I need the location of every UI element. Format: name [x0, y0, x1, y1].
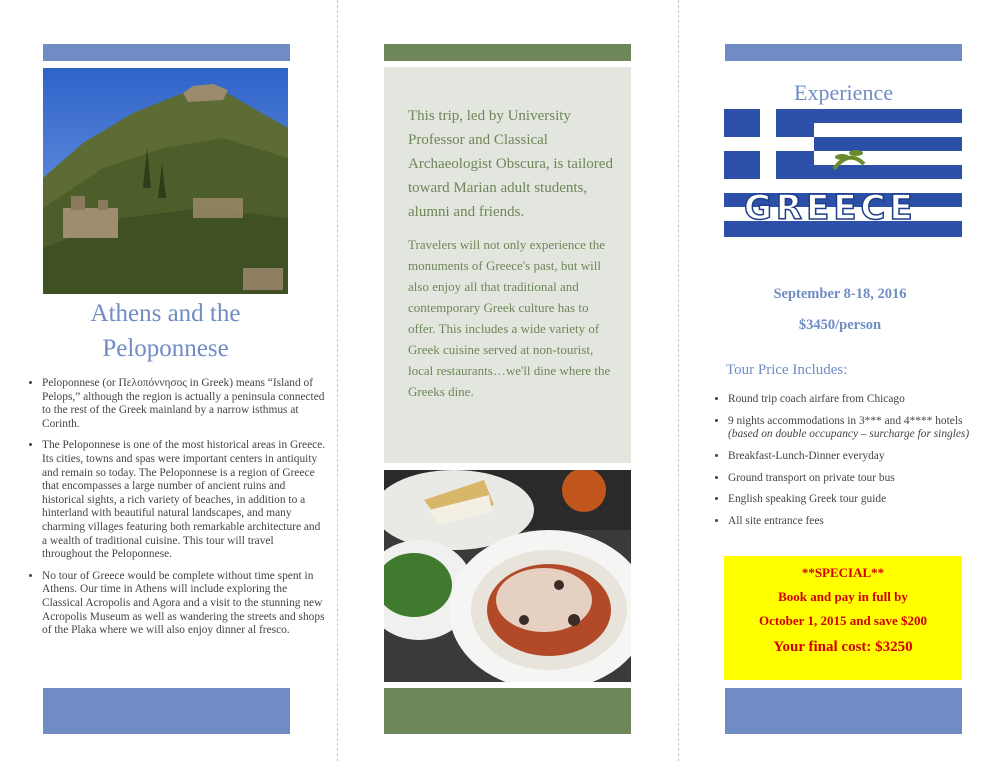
list-item [728, 472, 990, 485]
list-item: • Peloponnese (or Πελοπόννησος in Greek) means “Island of Pelops,” although the region is actually a peninsula connected to the rest of the Greek mainland by a narrow isthmus at Corinth. [42, 377, 326, 431]
trip-dates: September 8-18, 2016 [773, 286, 907, 302]
include-text: Breakfast-Lunch-Dinner everyday [728, 449, 885, 462]
list-item: • The Peloponnese is one of the most historical areas in Greece. Its cities, towns and spas were important centers in antiquity and remain so today. The Peloponnese is a region of Greece that encompasses a large number of ancient ruins and historical sights, a rich variety of beaches, in addition to a hinterland with beautiful natural landscapes, and many charming villages featuring both remarkable architecture and a wealth of traditional cuisine. This tour will travel throughout the Peloponnese. [42, 439, 326, 561]
trip-price: $3450/person [798, 317, 882, 333]
include-text: 9 nights accommodations in 3*** and 4**** hotels [728, 414, 963, 427]
trip-intro-paragraph: This trip, led by University Professor and Classical Archaeologist Obscura, is tailored toward Marian adult students, alumni and friends. [408, 108, 613, 220]
includes-heading: Tour Price Includes: [726, 362, 848, 378]
includes-list [708, 393, 990, 537]
panel1-bullet-list [22, 377, 326, 646]
special-line2: Book and pay in full by [778, 589, 908, 604]
list-item [728, 515, 990, 528]
list-item [728, 450, 990, 463]
fold-line-left [337, 0, 338, 761]
greek-food-photo [384, 470, 631, 682]
panel2-top-bar [384, 44, 631, 61]
include-note: (based on double occupancy – surcharge for singles) [728, 428, 970, 440]
include-text: Round trip coach airfare from Chicago [728, 393, 905, 405]
include-text: Ground transport on private tour bus [728, 471, 895, 484]
special-offer-box [724, 556, 962, 680]
panel2-bottom-bar [384, 688, 631, 734]
greek-flag-image [724, 109, 962, 237]
panel1-bottom-bar [43, 688, 290, 734]
include-text: All site entrance fees [728, 515, 824, 528]
special-line1: **SPECIAL** [801, 565, 885, 580]
panel1-top-bar [43, 44, 290, 61]
trip-culture-paragraph: Travelers will not only experience the monuments of Greece's past, but will also enjoy all that traditional and contemporary Greek culture has to offer. This includes a wide variety of Greek cuisine served at non-tourist, local restaurants…we'll dine where the Greeks dine. [408, 237, 611, 399]
panel1-title [43, 296, 288, 366]
list-item [728, 415, 990, 441]
fold-line-right [678, 0, 679, 761]
panel3-top-bar [725, 44, 962, 61]
include-text: English speaking Greek tour guide [728, 493, 887, 506]
mountain-fortress-photo [43, 68, 288, 294]
list-item [728, 493, 990, 506]
panel1-title-line2: Peloponnese [102, 335, 229, 362]
panel1-title-line1: Athens and the [90, 300, 241, 327]
panel3-bottom-bar [725, 688, 962, 734]
flag-word-text: GREECE [744, 188, 917, 228]
experience-heading: Experience [794, 80, 893, 105]
list-item: • No tour of Greece would be complete without time spent in Athens. Our time in Athens will include exploring the Classical Acropolis and Agora and a visit to the stunning new Acropolis Museum as well as wandering the streets and shops of the Plaka where we will also enjoy dinner al fresco. [42, 570, 326, 638]
flag-corner-text: ΕΛΛΑΣ [904, 121, 941, 134]
special-line3: October 1, 2015 and save $200 [758, 613, 928, 628]
list-item [728, 393, 990, 406]
special-final-cost: Your final cost: $3250 [773, 639, 913, 655]
